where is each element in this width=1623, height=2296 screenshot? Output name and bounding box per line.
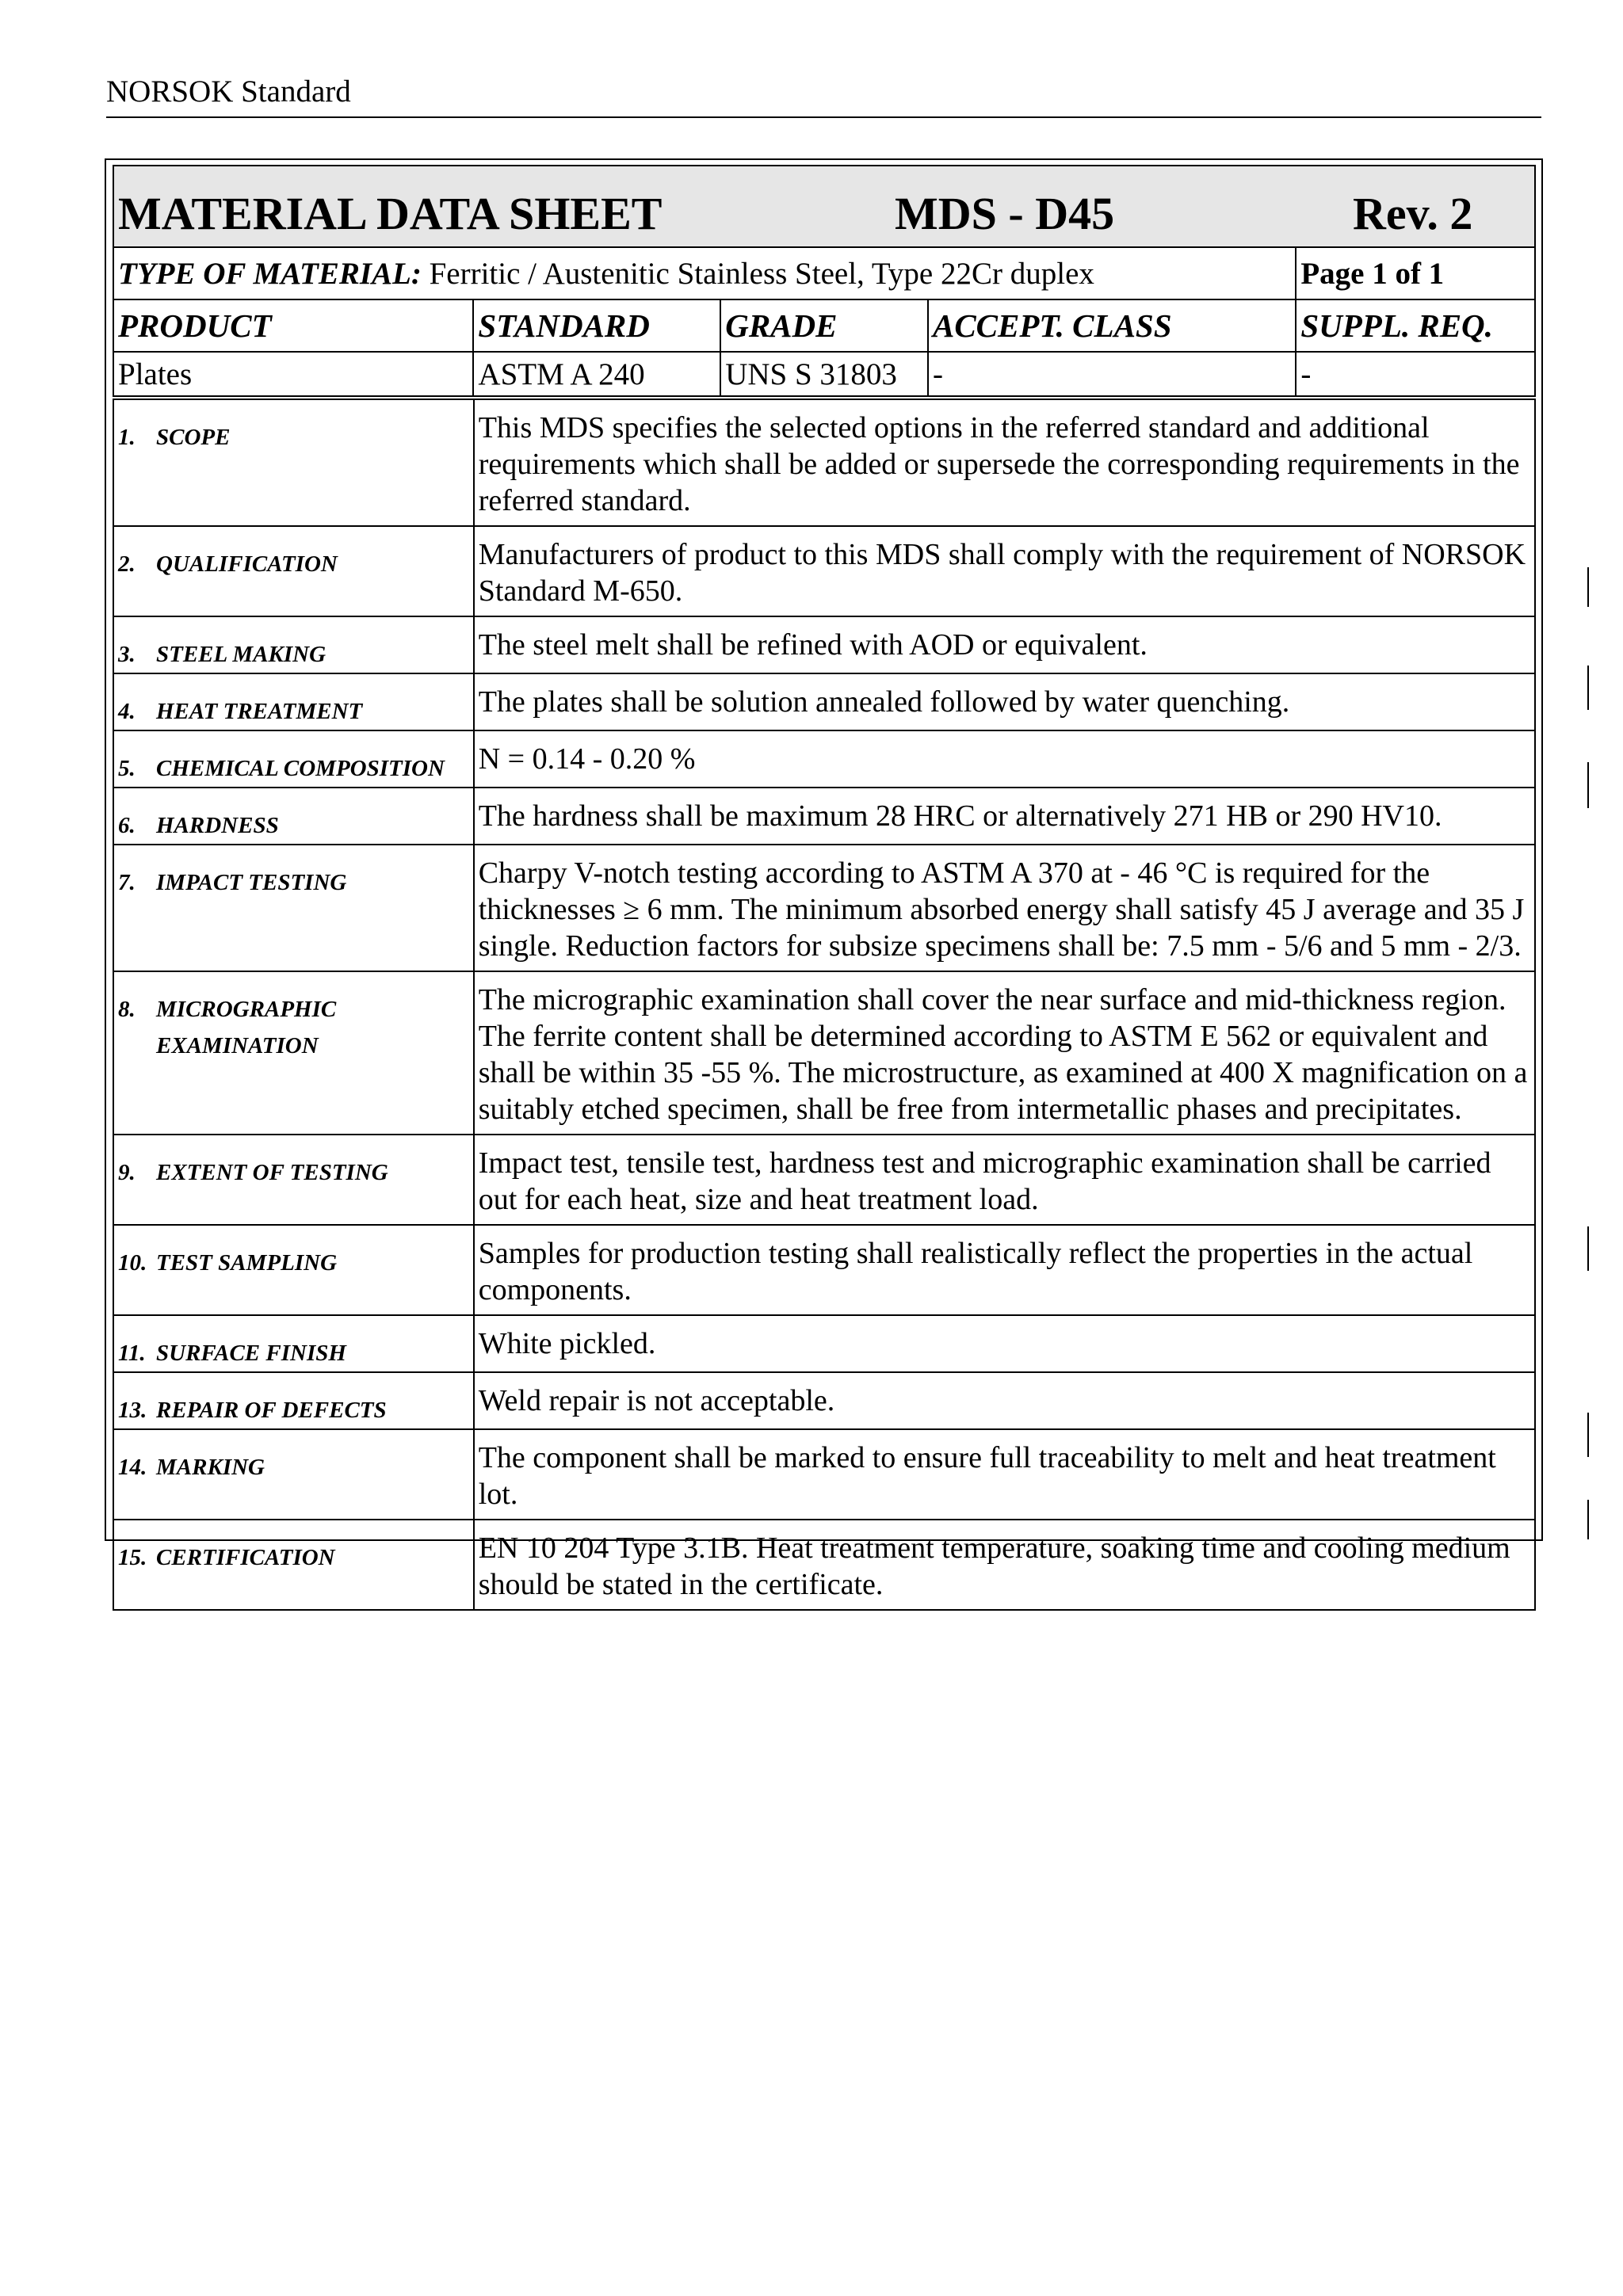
section-heading: 5. CHEMICAL COMPOSITION [113,730,474,788]
section-row [113,1520,1535,1610]
section-text: The steel melt shall be refined with AOD or equivalent. [474,616,1535,673]
revision-change-bar [1587,762,1589,808]
section-heading: 2. QUALIFICATION [113,526,474,616]
section-text: Weld repair is not acceptable. [474,1372,1535,1429]
cell-grade: UNS S 31803 [720,352,928,396]
section-heading: 15. CERTIFICATION [113,1520,474,1610]
sheet-revision: Rev. 2 [1353,187,1473,239]
section-heading: 1. SCOPE [113,399,474,526]
section-row [113,1225,1535,1315]
section-row [113,1372,1535,1429]
type-cell [113,247,1296,299]
col-suppl-req: SUPPL. REQ. [1296,299,1535,352]
section-text: The micrographic examination shall cover the near surface and mid-thickness region. The ferrite content shall be determined according to ASTM E 562 or equivalent and shall be within 35 -55 %. The microstructure, as examined at 400 X magnification on a suitably etched specimen, shall be free from intermetallic phases and precipitates. [474,971,1535,1135]
column-header-row [113,299,1535,352]
section-row [113,971,1535,1135]
sheet-header-table [113,165,1536,397]
col-standard: STANDARD [473,299,720,352]
section-heading: 14. MARKING [113,1429,474,1520]
section-row [113,788,1535,845]
section-row [113,399,1535,526]
col-product: PRODUCT [113,299,473,352]
section-heading: 9. EXTENT OF TESTING [113,1135,474,1225]
requirements-table [113,399,1536,1611]
section-row [113,845,1535,971]
revision-change-bar [1587,567,1589,607]
section-row [113,1315,1535,1372]
revision-change-bar [1587,1226,1589,1271]
section-text: EN 10 204 Type 3.1B. Heat treatment temperature, soaking time and cooling medium should be stated in the certificate. [474,1520,1535,1610]
section-text: N = 0.14 - 0.20 % [474,730,1535,788]
section-text: The hardness shall be maximum 28 HRC or alternatively 271 HB or 290 HV10. [474,788,1535,845]
section-heading: 7. IMPACT TESTING [113,845,474,971]
revision-change-bar [1587,1500,1589,1539]
type-label: TYPE OF MATERIAL: [118,256,422,291]
col-accept-class: ACCEPT. CLASS [928,299,1296,352]
section-row [113,673,1535,730]
type-value: Ferritic / Austenitic Stainless Steel, Type 22Cr duplex [429,256,1094,291]
section-text: The component shall be marked to ensure full traceability to melt and heat treatment lot. [474,1429,1535,1520]
section-text: Samples for production testing shall realistically reflect the properties in the actual components. [474,1225,1535,1315]
section-row [113,616,1535,673]
cell-suppl-req: - [1296,352,1535,396]
section-heading: 11. SURFACE FINISH [113,1315,474,1372]
section-row [113,526,1535,616]
section-row [113,1429,1535,1520]
cell-standard: ASTM A 240 [473,352,720,396]
cell-accept-class: - [928,352,1296,396]
revision-change-bar [1587,1413,1589,1457]
section-text: Manufacturers of product to this MDS shall comply with the requirement of NORSOK Standard M-650. [474,526,1535,616]
section-heading: 3. STEEL MAKING [113,616,474,673]
section-heading: 8. MICROGRAPHIC EXAMINATION [113,971,474,1135]
section-text: The plates shall be solution annealed followed by water quenching. [474,673,1535,730]
page-header: NORSOK Standard [106,74,351,109]
sheet-code: MDS - D45 [895,187,1115,239]
col-grade: GRADE [720,299,928,352]
section-text: Charpy V-notch testing according to ASTM A 370 at - 46 °C is required for the thicknesses ≥ 6 mm. The minimum absorbed energy shall satisfy 45 J average and 35 J single. Reduction factors for subsize specimens shall be: 7.5 mm - 5/6 and 5 mm - 2/3. [474,845,1535,971]
title-row [113,166,1535,247]
section-row [113,1135,1535,1225]
section-heading: 13. REPAIR OF DEFECTS [113,1372,474,1429]
page-number: Page 1 of 1 [1296,247,1535,299]
section-row [113,730,1535,788]
section-text: This MDS specifies the selected options in the referred standard and additional requirements which shall be added or supersede the corresponding requirements in the referred standard. [474,399,1535,526]
revision-change-bar [1587,666,1589,710]
cell-product: Plates [113,352,473,396]
header-rule [106,116,1541,118]
section-text: White pickled. [474,1315,1535,1372]
section-heading: 4. HEAT TREATMENT [113,673,474,730]
product-row [113,352,1535,396]
sheet-title: MATERIAL DATA SHEET [118,187,663,239]
section-heading: 6. HARDNESS [113,788,474,845]
section-heading: 10. TEST SAMPLING [113,1225,474,1315]
type-row [113,247,1535,299]
section-text: Impact test, tensile test, hardness test and micrographic examination shall be carried out for each heat, size and heat treatment load. [474,1135,1535,1225]
